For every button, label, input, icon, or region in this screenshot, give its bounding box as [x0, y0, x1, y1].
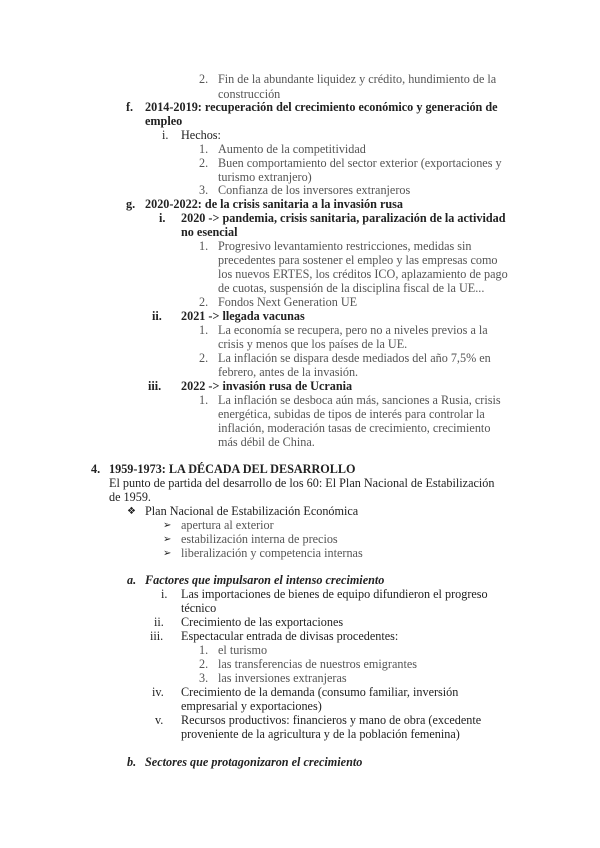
diamond-bullet-icon: ❖ — [127, 506, 136, 517]
arrow-bullet-icon: ➢ — [163, 520, 172, 531]
arrow-bullet-icon: ➢ — [163, 548, 172, 559]
arrow-bullet-icon: ➢ — [163, 534, 172, 545]
